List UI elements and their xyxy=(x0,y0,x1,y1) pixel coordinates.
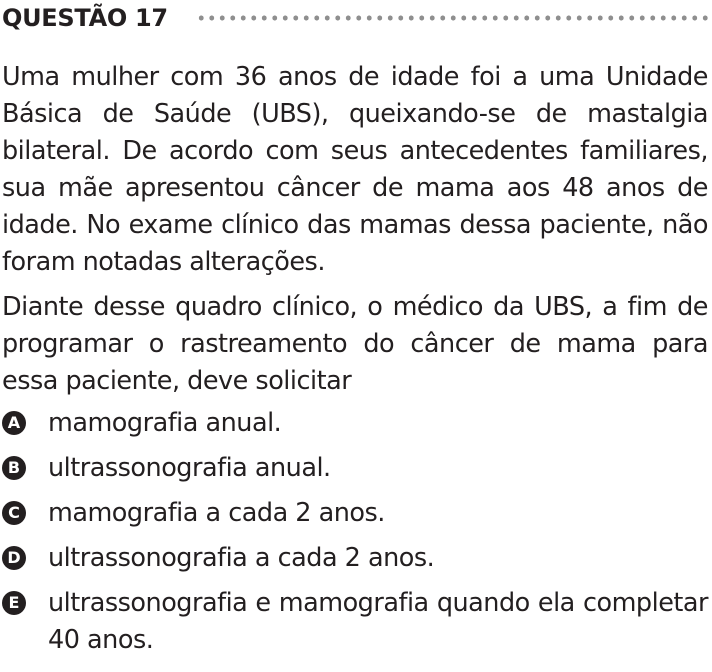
option-a-letter-badge: A xyxy=(2,411,26,435)
option-e-letter-badge: E xyxy=(2,591,26,615)
option-e[interactable] xyxy=(2,585,708,659)
question-statement: Uma mulher com 36 anos de idade foi a uma Unidade Básica de Saúde (UBS), queixando-se de mastalgia bilateral. De acordo com seus antecedentes familiares, sua mãe apresentou câncer de mama aos 48 anos de idade. No exame clínico das mamas dessa paciente, não foram notadas alterações. xyxy=(2,62,708,277)
dotted-leader-line xyxy=(196,15,708,21)
option-a-text: mamografia anual. xyxy=(48,408,282,438)
question-header xyxy=(2,0,708,36)
option-d-text: ultrassonografia a cada 2 anos. xyxy=(48,543,435,573)
option-c-text: mamografia a cada 2 anos. xyxy=(48,498,385,528)
option-a[interactable] xyxy=(2,405,708,442)
option-e-text: ultrassonografia e mamografia quando ela completar 40 anos. xyxy=(48,588,708,655)
option-b-text: ultrassonografia anual. xyxy=(48,453,331,483)
question-prompt: Diante desse quadro clínico, o médico da UBS, a fim de programar o rastreamento do câncer de mama para essa paciente, deve solicitar xyxy=(2,292,708,396)
option-b[interactable] xyxy=(2,450,708,487)
option-d[interactable] xyxy=(2,540,708,577)
option-c-letter-badge: C xyxy=(2,501,26,525)
question-body xyxy=(2,59,708,667)
option-d-letter-badge: D xyxy=(2,546,26,570)
option-b-letter-badge: B xyxy=(2,456,26,480)
option-c[interactable] xyxy=(2,495,708,532)
answer-options xyxy=(2,405,708,659)
question-title: QUESTÃO 17 xyxy=(2,4,168,32)
